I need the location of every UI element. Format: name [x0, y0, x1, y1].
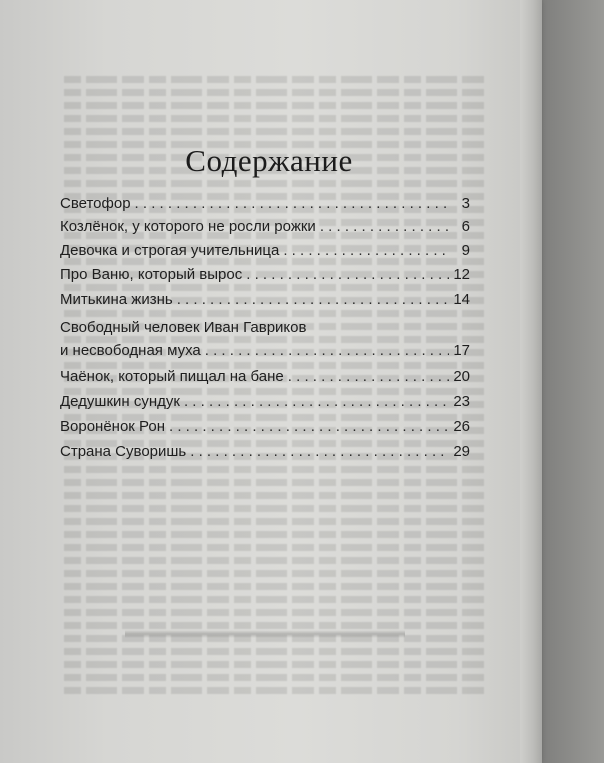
leader-dots	[320, 215, 450, 238]
toc-entry-page: 14	[453, 291, 470, 308]
toc-entry	[60, 390, 470, 413]
page-crease	[125, 630, 405, 638]
toc-entry-title-line1: Свободный человек Иван Гавриков	[60, 319, 307, 336]
toc-entry-page: 6	[461, 218, 470, 235]
toc-entry-title: Митькина жизнь	[60, 291, 173, 308]
leader-dots	[190, 440, 449, 463]
leader-dots	[288, 365, 450, 388]
toc-entry	[60, 239, 470, 262]
leader-dots	[177, 288, 450, 311]
leader-dots	[135, 192, 450, 215]
toc-entry-title: Дедушкин сундук	[60, 393, 180, 410]
toc-entry-page: 9	[461, 242, 470, 259]
toc-entry-title: Девочка и строгая учительница	[60, 242, 280, 259]
toc-entry-title: Про Ваню, который вырос	[60, 266, 243, 283]
toc-entry	[60, 288, 470, 311]
leader-dots	[205, 339, 450, 362]
toc-entry	[60, 415, 470, 438]
toc-entry-title: Светофор	[60, 195, 131, 212]
background-surface	[542, 0, 604, 763]
page-edge	[520, 0, 542, 763]
toc-entry-title-line2: и несвободная муха	[60, 342, 201, 359]
toc-entry-title: Воронёнок Рон	[60, 418, 165, 435]
leader-dots	[184, 390, 449, 413]
toc-entry-page: 12	[453, 266, 470, 283]
toc-entry	[60, 215, 470, 238]
toc-entry	[60, 263, 470, 286]
toc-entry-page: 17	[453, 342, 470, 359]
page-title: Содержание	[185, 143, 353, 178]
toc-entry-title: Страна Суворишь	[60, 443, 187, 460]
toc-entry-page: 23	[453, 393, 470, 410]
toc-entry	[60, 192, 470, 215]
toc-entry-page: 29	[453, 443, 470, 460]
toc-entry	[60, 365, 470, 388]
toc-entry-title: Чаёнок, который пищал на бане	[60, 368, 284, 385]
leader-dots	[283, 239, 450, 262]
leader-dots	[169, 415, 449, 438]
leader-dots	[246, 263, 449, 286]
toc-entry-title: Козлёнок, у которого не росли рожки	[60, 218, 316, 235]
toc-entry	[60, 316, 470, 362]
toc-entry	[60, 440, 470, 463]
toc-entry-page: 26	[453, 418, 470, 435]
toc-entry-page: 3	[461, 195, 470, 212]
toc-entry-page: 20	[453, 368, 470, 385]
